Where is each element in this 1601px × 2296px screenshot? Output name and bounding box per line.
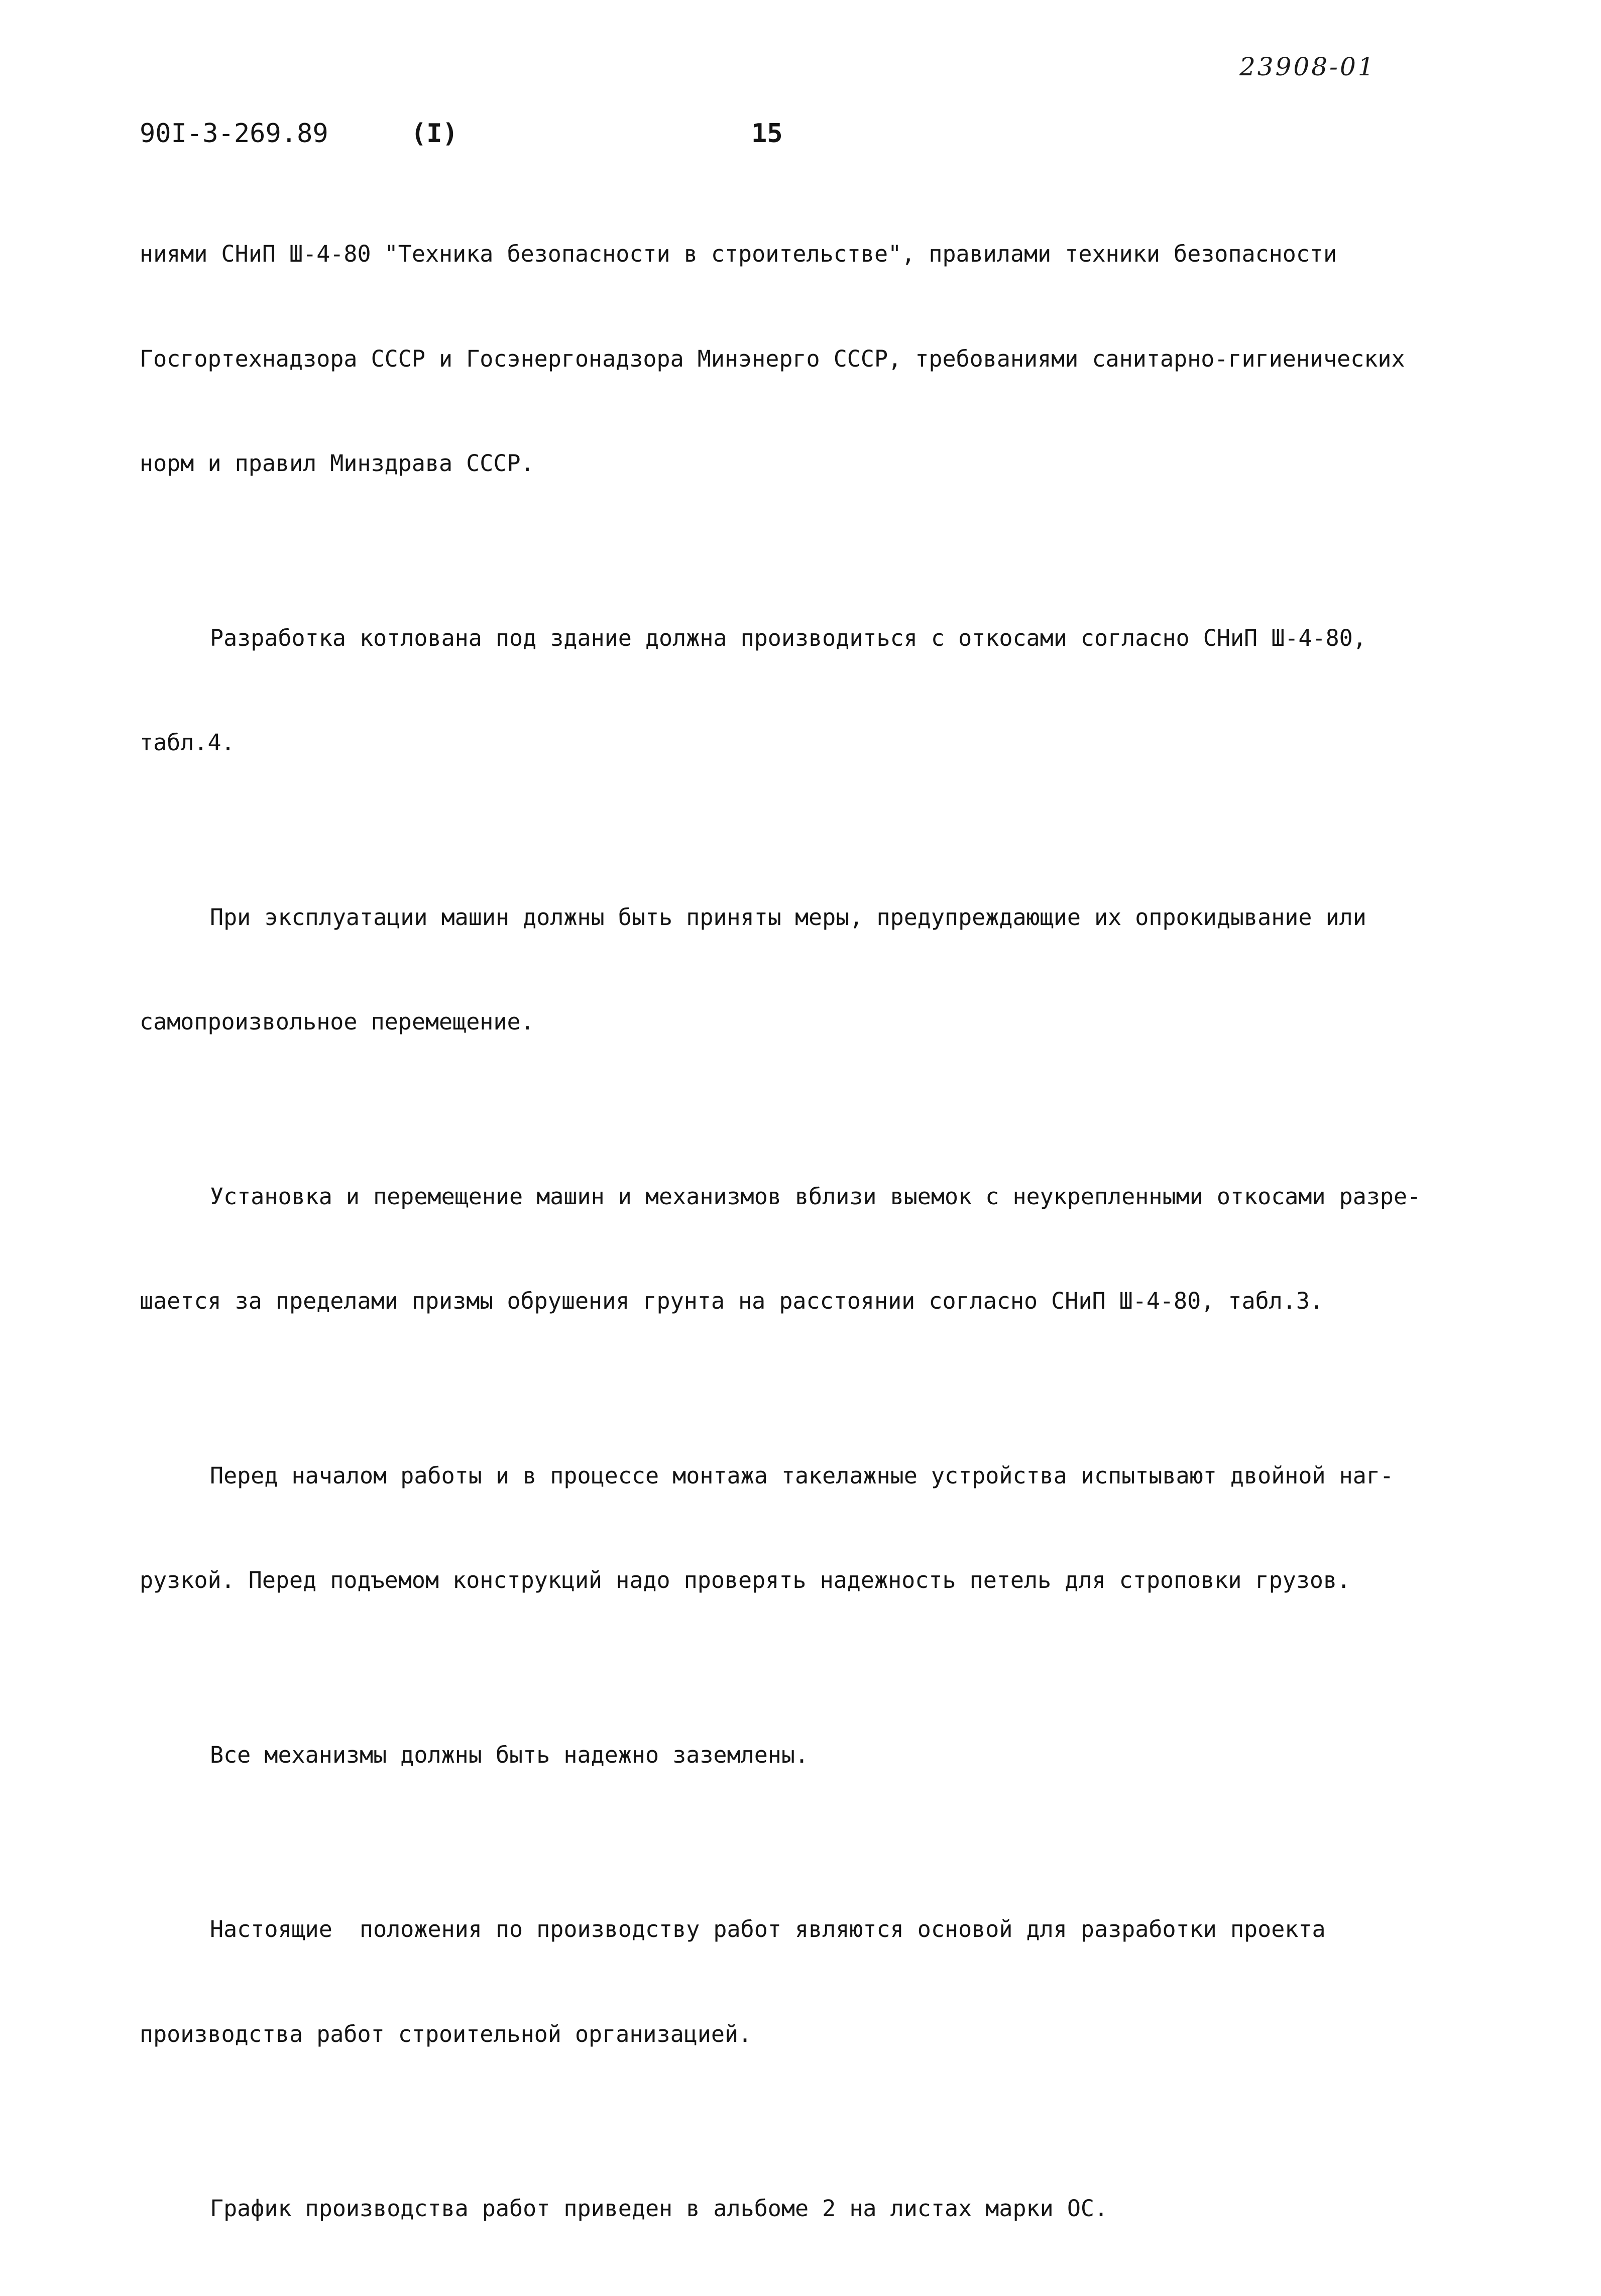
- paragraph-excavation: [140, 551, 1475, 830]
- page-number: 15: [751, 119, 783, 149]
- body-text: [140, 167, 1475, 2296]
- text-line: норм и правил Минздрава СССР.: [140, 450, 534, 477]
- text-line: рузкой. Перед подъемом конструкций надо проверять надежность петель для строповки грузов.: [140, 1567, 1351, 1593]
- handwritten-inventory-number: 23908-01: [1239, 52, 1376, 81]
- sheet-mark: (I): [411, 119, 458, 149]
- text-line: ниями СНиП Ш-4-80 "Техника безопасности в строительстве", правилами техники безопасности: [140, 241, 1337, 267]
- text-line: Установка и перемещение машин и механизмов вблизи выемок с неукрепленными откосами разре-: [210, 1183, 1421, 1210]
- text-line: Госгортехнадзора СССР и Госэнергонадзора Минэнерго СССР, требованиями санитарно-гигиенических: [140, 345, 1405, 372]
- document-code: 90I-3-269.89: [140, 119, 328, 149]
- text-line: Все механизмы должны быть надежно заземлены.: [210, 1741, 809, 1768]
- text-line: табл.4.: [140, 729, 235, 756]
- text-line: График производства работ приведен в альбоме 2 на листах марки ОС.: [210, 2195, 1108, 2222]
- text-line: Перед началом работы и в процессе монтажа такелажные устройства испытывают двойной наг-: [210, 1462, 1394, 1489]
- paragraph-project-basis: [140, 1842, 1475, 2121]
- text-line: Разработка котлована под здание должна производиться с откосами согласно СНиП Ш-4-80,: [210, 624, 1366, 651]
- paragraph-machine-placement: [140, 1109, 1475, 1389]
- text-line: шается за пределами призмы обрушения грунта на расстоянии согласно СНиП Ш-4-80, табл.3.: [140, 1288, 1324, 1314]
- text-line: самопроизвольное перемещение.: [140, 1008, 534, 1035]
- paragraph-safety-rules: [140, 167, 1475, 551]
- paragraph-work-schedule: [140, 2121, 1475, 2296]
- paragraph-machine-operation: [140, 830, 1475, 1109]
- text-line: производства работ строительной организацией.: [140, 2020, 752, 2047]
- text-line: При эксплуатации машин должны быть приняты меры, предупреждающие их опрокидывание или: [210, 903, 1366, 931]
- text-line: Настоящие положения по производству работ являются основой для разработки проекта: [210, 1916, 1326, 1942]
- paragraph-rigging-tests: [140, 1389, 1475, 1668]
- paragraph-grounding: [140, 1668, 1475, 1843]
